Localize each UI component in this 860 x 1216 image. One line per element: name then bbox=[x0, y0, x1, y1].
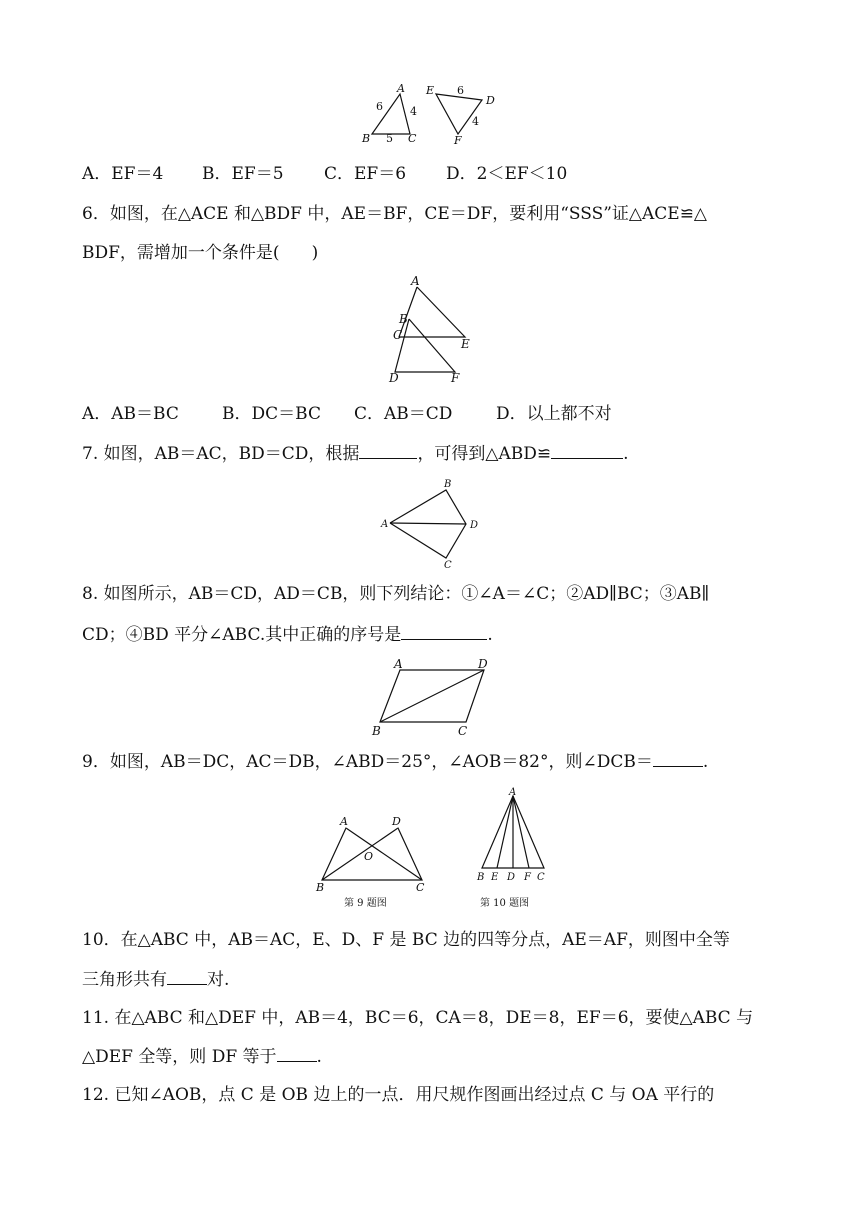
q7-text bbox=[82, 442, 629, 465]
label-C: C bbox=[537, 872, 545, 883]
label-A: A bbox=[411, 274, 420, 288]
label-E: E bbox=[491, 872, 499, 883]
caption-q9: 第 9 题图 bbox=[344, 898, 387, 909]
figure-q8 bbox=[370, 658, 500, 738]
label-B: B bbox=[444, 479, 452, 490]
q6-text-line2 bbox=[82, 242, 318, 264]
label-A: A bbox=[397, 82, 405, 95]
q7-text-c: . bbox=[623, 444, 629, 464]
q10-text-line2b: 对. bbox=[207, 970, 230, 990]
label-C: C bbox=[408, 132, 417, 145]
q6-text-line2a: BDF，需增加一个条件是( bbox=[82, 243, 280, 263]
label-B: B bbox=[316, 881, 325, 894]
label-E: E bbox=[461, 337, 470, 351]
triangle-edf bbox=[436, 94, 482, 134]
q10-text-line2 bbox=[82, 968, 229, 991]
q5-option-b: B．EF＝5 bbox=[202, 164, 284, 184]
q9-text-b: . bbox=[702, 752, 709, 772]
q10-text-line1: 10．在△ABC 中，AB＝AC，E、D、F 是 BC 边的四等分点，AE＝AF，则图中全等 bbox=[82, 930, 730, 950]
q5-option-a: A．EF＝4 bbox=[82, 164, 164, 184]
label-A: A bbox=[340, 815, 348, 828]
figure-q6 bbox=[385, 275, 495, 385]
label-C: C bbox=[393, 328, 403, 342]
label-B: B bbox=[477, 872, 485, 883]
label-D: D bbox=[507, 872, 516, 883]
label-A: A bbox=[381, 519, 389, 530]
q7-text-a: 7. 如图，AB＝AC，BD＝CD，根据 bbox=[82, 444, 360, 464]
label-E: E bbox=[426, 84, 435, 97]
q11-text-line2 bbox=[82, 1045, 322, 1068]
label-side-6b: 6 bbox=[457, 84, 464, 97]
q12-text-line1: 12. 已知∠AOB，点 C 是 OB 边上的一点．用尺规作图画出经过点 C 与 OA 平行的 bbox=[82, 1085, 715, 1105]
q9-blank[interactable] bbox=[653, 750, 703, 767]
label-side-4: 4 bbox=[410, 105, 417, 118]
q11-blank[interactable] bbox=[277, 1045, 317, 1062]
q7-blank-2[interactable] bbox=[551, 442, 623, 459]
q6-text-line1: 6．如图，在△ACE 和△BDF 中，AE＝BF，CE＝DF，要利用“SSS”证△ACE≌△ bbox=[82, 204, 708, 224]
label-F: F bbox=[454, 134, 462, 147]
label-C: C bbox=[444, 560, 452, 571]
label-O: O bbox=[364, 850, 374, 863]
triangle-bdf bbox=[395, 319, 455, 372]
figure-q9 bbox=[312, 814, 432, 910]
label-F: F bbox=[451, 371, 460, 385]
q6-option-b: B．DC＝BC bbox=[222, 404, 321, 424]
label-D: D bbox=[392, 815, 401, 828]
label-C: C bbox=[458, 724, 468, 738]
q11-text-line2b: . bbox=[316, 1047, 322, 1067]
q7-text-b: ，可得到△ABD≌ bbox=[417, 444, 552, 464]
figure-q7 bbox=[380, 477, 490, 571]
q9-text bbox=[82, 750, 708, 773]
label-B: B bbox=[399, 312, 408, 326]
label-B: B bbox=[372, 724, 381, 738]
q6-option-c: C．AB＝CD bbox=[354, 404, 453, 424]
label-C: C bbox=[416, 881, 425, 894]
q9-text-a: 9．如图，AB＝DC，AC＝DB，∠ABD＝25°，∠AOB＝82°，则∠DCB＝ bbox=[82, 752, 653, 772]
q11-text-line2a: △DEF 全等，则 DF 等于 bbox=[82, 1047, 277, 1067]
segment-af bbox=[513, 796, 529, 868]
label-A: A bbox=[509, 787, 517, 798]
q8-text-line2b: . bbox=[487, 625, 493, 645]
label-side-6: 6 bbox=[376, 100, 383, 113]
q10-text-line2a: 三角形共有 bbox=[82, 970, 167, 990]
figure-q5 bbox=[360, 82, 500, 147]
label-D: D bbox=[478, 657, 488, 671]
label-B: B bbox=[362, 132, 371, 145]
label-F: F bbox=[524, 872, 531, 883]
segment-ae bbox=[497, 796, 513, 868]
label-D: D bbox=[389, 371, 399, 385]
label-A: A bbox=[394, 657, 403, 671]
q10-blank[interactable] bbox=[167, 968, 207, 985]
label-D: D bbox=[486, 94, 495, 107]
caption-q10: 第 10 题图 bbox=[480, 898, 530, 909]
triangle-ace bbox=[399, 287, 465, 337]
segment-ad bbox=[390, 523, 466, 524]
q6-option-a: A．AB＝BC bbox=[82, 404, 179, 424]
q11-text-line1: 11. 在△ABC 和△DEF 中，AB＝4，BC＝6，CA＝8，DE＝8，EF＝6，要使△ABC 与 bbox=[82, 1008, 754, 1028]
label-side-4b: 4 bbox=[472, 115, 479, 128]
q8-text-line1: 8. 如图所示，AB＝CD，AD＝CB，则下列结论：①∠A＝∠C；②AD∥BC；③AB∥ bbox=[82, 584, 710, 604]
label-side-5: 5 bbox=[386, 132, 393, 145]
q5-option-c: C．EF＝6 bbox=[324, 164, 407, 184]
q6-text-line2b: ) bbox=[311, 243, 319, 263]
q8-text-line2 bbox=[82, 623, 493, 646]
q7-blank-1[interactable] bbox=[359, 442, 417, 459]
q8-text-line2a: CD；④BD 平分∠ABC.其中正确的序号是 bbox=[82, 625, 402, 645]
label-D: D bbox=[470, 520, 479, 531]
q8-blank[interactable] bbox=[401, 623, 487, 640]
q6-option-d: D．以上都不对 bbox=[496, 404, 612, 424]
q5-option-d: D．2＜EF＜10 bbox=[446, 164, 568, 184]
figure-q10 bbox=[474, 786, 554, 910]
